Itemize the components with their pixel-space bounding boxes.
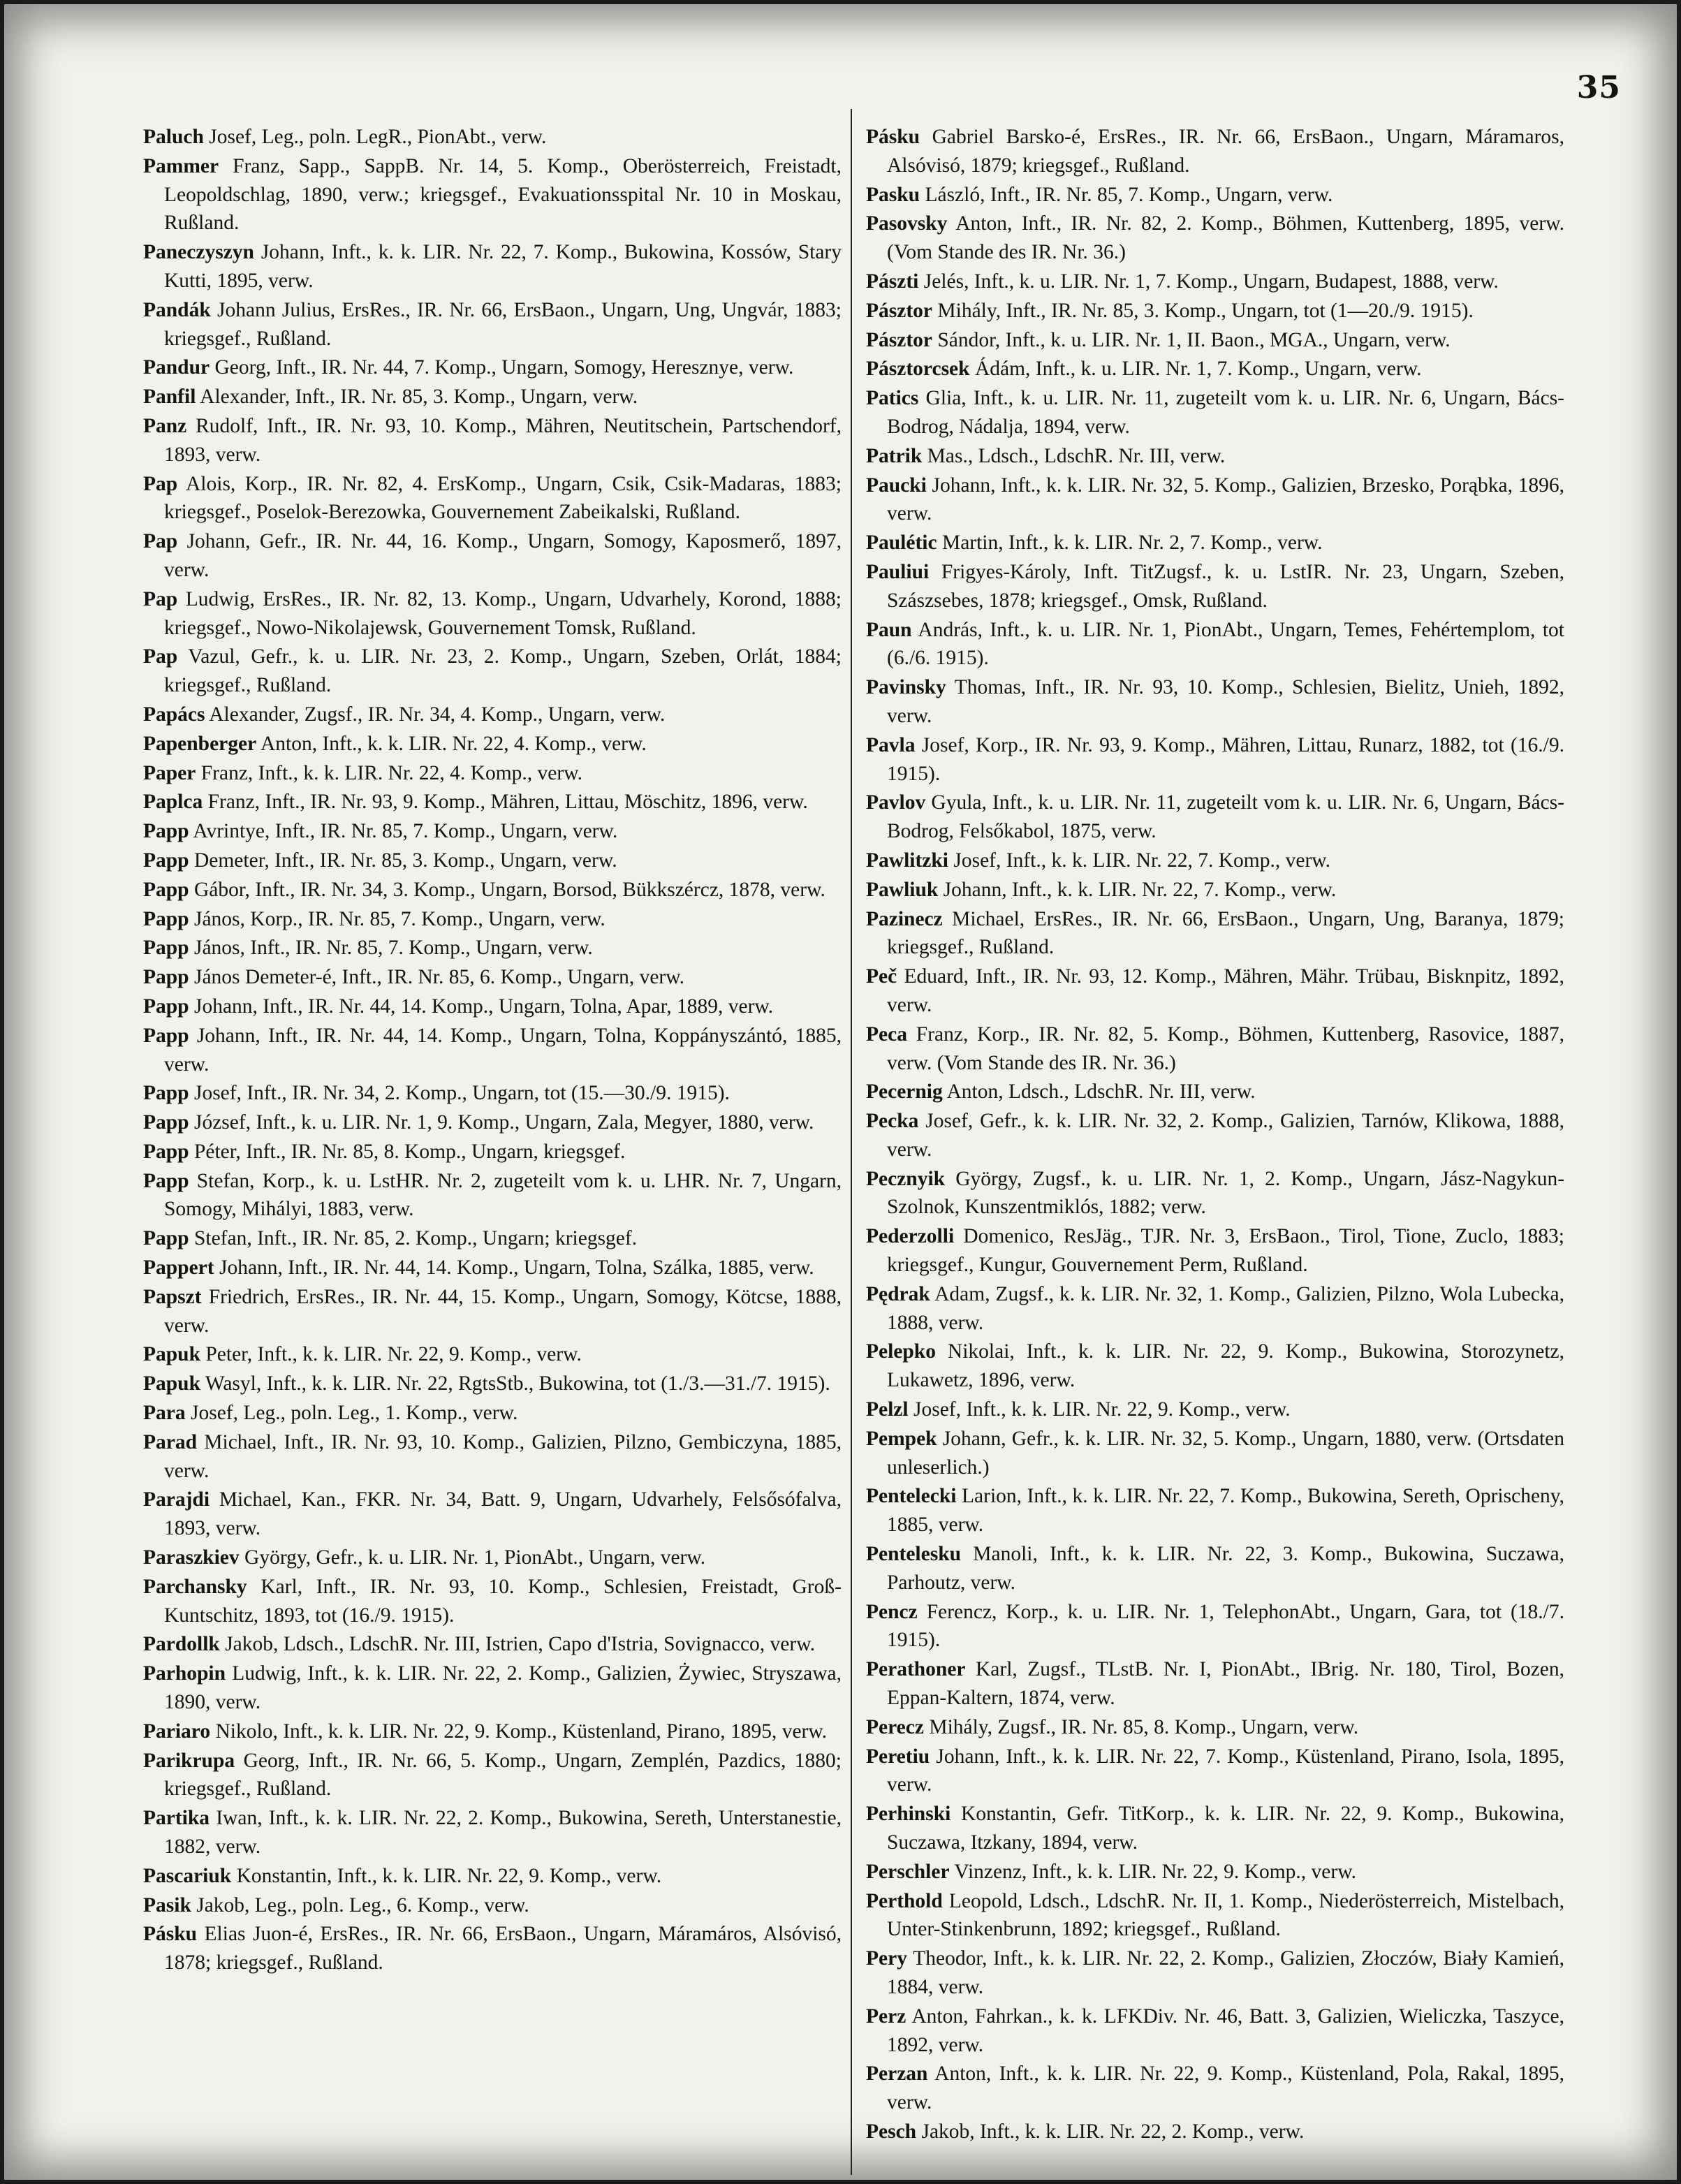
entry-details: Demeter, Inft., IR. Nr. 85, 3. Komp., Ungarn, verw. bbox=[193, 849, 617, 872]
entry-details: Nikolo, Inft., k. k. LIR. Nr. 22, 9. Komp., Küstenland, Pirano, 1895, verw. bbox=[215, 1720, 828, 1743]
entry-details: Konstantin, Gefr. TitKorp., k. k. LIR. Nr. 22, 9. Komp., Bukowina, Suczawa, Itzkany, 1894, verw. bbox=[887, 1803, 1564, 1854]
entry-details: Gyula, Inft., k. u. LIR. Nr. 11, zugeteilt vom k. u. LIR. Nr. 6, Ungarn, Bács-Bodrog, Felsőkabol, 1875, verw. bbox=[887, 791, 1564, 843]
entry-details: Ferencz, Korp., k. u. LIR. Nr. 1, TelephonAbt., Ungarn, Gara, tot (18./7. 1915). bbox=[887, 1600, 1565, 1652]
entry-details: Johann, Gefr., IR. Nr. 44, 16. Komp., Ungarn, Somogy, Kaposmerő, 1897, verw. bbox=[164, 530, 842, 581]
list-entry bbox=[866, 1165, 1564, 1222]
list-entry bbox=[143, 730, 842, 758]
entry-surname: Peč bbox=[866, 965, 897, 988]
entry-surname: Pásztorcsek bbox=[866, 358, 970, 381]
entry-details: Anton, Inft., k. k. LIR. Nr. 22, 4. Komp., verw. bbox=[260, 732, 647, 755]
entry-details: Josef, Leg., poln. Leg., 1. Komp., verw. bbox=[191, 1402, 518, 1425]
entry-surname: Parajdi bbox=[143, 1488, 210, 1511]
entry-surname: Pecznyik bbox=[866, 1167, 946, 1190]
entry-surname: Perzan bbox=[866, 2062, 928, 2086]
entry-details: Johann Julius, ErsRes., IR. Nr. 66, ErsBaon., Ungarn, Ung, Ungvár, 1883; kriegsgef., Rußland. bbox=[164, 298, 842, 350]
list-entry bbox=[866, 673, 1564, 731]
entry-surname: Pásztor bbox=[866, 299, 933, 322]
list-entry bbox=[143, 1399, 842, 1428]
entry-surname: Perthold bbox=[866, 1889, 943, 1912]
list-entry bbox=[143, 296, 842, 353]
list-entry bbox=[866, 471, 1564, 529]
entry-details: Rudolf, Inft., IR. Nr. 93, 10. Komp., Mähren, Neutitschein, Partschendorf, 1893, verw. bbox=[164, 414, 842, 466]
entry-surname: Pecernig bbox=[866, 1080, 943, 1104]
list-entry bbox=[143, 1428, 842, 1486]
list-entry bbox=[143, 1079, 842, 1108]
entry-surname: Papp bbox=[143, 937, 189, 960]
entry-details: Theodor, Inft., k. k. LIR. Nr. 22, 2. Komp., Galizien, Złoczów, Biały Kamień, 1884, verw. bbox=[887, 1947, 1564, 1998]
entry-surname: Parchansky bbox=[143, 1575, 247, 1598]
list-entry bbox=[866, 847, 1564, 875]
entry-surname: Peretiu bbox=[866, 1745, 930, 1768]
entry-surname: Perz bbox=[866, 2005, 906, 2028]
entry-details: Stefan, Inft., IR. Nr. 85, 2. Komp., Ungarn; kriegsgef. bbox=[193, 1227, 638, 1250]
entry-surname: Papp bbox=[143, 1140, 189, 1163]
entry-details: György, Gefr., k. u. LIR. Nr. 1, PionAbt., Ungarn, verw. bbox=[244, 1546, 706, 1569]
list-entry bbox=[866, 962, 1564, 1020]
list-entry bbox=[143, 527, 842, 585]
list-entry bbox=[143, 1340, 842, 1369]
entry-surname: Perschler bbox=[866, 1860, 950, 1883]
entry-details: Franz, Sapp., SappB. Nr. 14, 5. Komp., Oberösterreich, Freistadt, Leopoldschlag, 1890, verw.; kriegsgef., Evakuationsspital Nr. 10 in Moskau, Rußland. bbox=[164, 154, 842, 235]
entry-surname: Pandur bbox=[143, 356, 210, 379]
entry-details: Johann, Gefr., k. k. LIR. Nr. 32, 5. Komp., Ungarn, 1880, verw. (Ortsdaten unleserlich.) bbox=[887, 1427, 1564, 1479]
entry-surname: Papenberger bbox=[143, 732, 257, 755]
entry-surname: Papp bbox=[143, 820, 189, 843]
entry-surname: Pawlitzki bbox=[866, 849, 948, 872]
list-entry bbox=[866, 1280, 1564, 1337]
list-entry bbox=[866, 789, 1564, 846]
list-entry bbox=[866, 210, 1564, 267]
list-entry bbox=[143, 1804, 842, 1861]
entry-details: Karl, Inft., IR. Nr. 93, 10. Komp., Schlesien, Freistadt, Groß-Kuntschitz, 1893, tot (16./9. 1915). bbox=[164, 1575, 842, 1627]
entry-surname: Paucki bbox=[866, 474, 927, 497]
list-entry bbox=[866, 297, 1564, 325]
entry-surname: Papp bbox=[143, 995, 189, 1018]
entry-details: László, Inft., IR. Nr. 85, 7. Komp., Ungarn, verw. bbox=[925, 183, 1333, 206]
list-entry bbox=[143, 934, 842, 962]
list-entry bbox=[866, 1395, 1564, 1424]
entry-details: Jelés, Inft., k. u. LIR. Nr. 1, 7. Komp., Ungarn, Budapest, 1888, verw. bbox=[923, 270, 1499, 293]
entry-surname: Pascariuk bbox=[143, 1864, 232, 1887]
entry-details: Leopold, Ldsch., LdschR. Nr. II, 1. Komp., Niederösterreich, Mistelbach, Unter-Stinkenbrunn, 1892; kriegsgef., Rußland. bbox=[887, 1889, 1565, 1941]
entry-surname: Paraszkiev bbox=[143, 1546, 240, 1569]
entry-details: Josef, Leg., poln. LegR., PionAbt., verw. bbox=[209, 126, 547, 148]
left-column bbox=[143, 123, 842, 1978]
entry-details: Eduard, Inft., IR. Nr. 93, 12. Komp., Mähren, Mähr. Trübau, Bisknpitz, 1892, verw. bbox=[887, 965, 1565, 1016]
list-entry bbox=[866, 1078, 1564, 1106]
entry-details: Péter, Inft., IR. Nr. 85, 8. Komp., Ungarn, kriegsgef. bbox=[193, 1140, 626, 1163]
entry-details: Vazul, Gefr., k. u. LIR. Nr. 23, 2. Komp., Ungarn, Szeben, Orlát, 1884; kriegsgef., Rußland. bbox=[164, 645, 842, 697]
list-entry bbox=[866, 181, 1564, 210]
entry-surname: Pelepko bbox=[866, 1340, 936, 1363]
entry-details: Karl, Zugsf., TLstB. Nr. I, PionAbt., IBrig. Nr. 180, Tirol, Bozen, Eppan-Kaltern, 1874, verw. bbox=[887, 1658, 1565, 1710]
list-entry bbox=[143, 992, 842, 1021]
list-entry bbox=[866, 1858, 1564, 1886]
entry-surname: Pempek bbox=[866, 1427, 937, 1450]
entry-surname: Pandák bbox=[143, 298, 211, 321]
list-entry bbox=[143, 1659, 842, 1717]
entry-details: Jakob, Leg., poln. Leg., 6. Komp., verw. bbox=[196, 1893, 529, 1917]
entry-details: Ludwig, ErsRes., IR. Nr. 82, 13. Komp., Ungarn, Udvarhely, Korond, 1888; kriegsgef., Nowo-Nikolajewsk, Gouvernement Tomsk, Rußland. bbox=[164, 587, 842, 639]
entry-surname: Pesch bbox=[866, 2120, 917, 2143]
entry-surname: Partika bbox=[143, 1807, 210, 1830]
entry-surname: Pásztor bbox=[866, 328, 933, 351]
list-entry bbox=[866, 905, 1564, 962]
entry-surname: Pencz bbox=[866, 1600, 918, 1623]
entry-surname: Pászti bbox=[866, 270, 919, 293]
list-entry bbox=[143, 788, 842, 816]
entry-surname: Papp bbox=[143, 1111, 189, 1134]
list-entry bbox=[143, 383, 842, 411]
list-entry bbox=[866, 1887, 1564, 1944]
list-entry bbox=[143, 701, 842, 729]
entry-details: Josef, Inft., k. k. LIR. Nr. 22, 7. Komp., verw. bbox=[953, 849, 1331, 872]
entry-surname: Pentelesku bbox=[866, 1543, 962, 1566]
entry-details: Josef, Inft., k. k. LIR. Nr. 22, 9. Komp., verw. bbox=[913, 1398, 1291, 1421]
entry-surname: Pappert bbox=[143, 1256, 214, 1280]
list-entry bbox=[866, 1540, 1564, 1597]
list-entry bbox=[866, 876, 1564, 904]
entry-surname: Patics bbox=[866, 387, 919, 410]
entry-surname: Pardollk bbox=[143, 1633, 220, 1656]
entry-details: Johann, Inft., IR. Nr. 44, 14. Komp., Ungarn, Tolna, Apar, 1889, verw. bbox=[193, 995, 774, 1018]
list-entry bbox=[143, 1022, 842, 1079]
entry-details: Nikolai, Inft., k. k. LIR. Nr. 22, 9. Komp., Bukowina, Storozynetz, Lukawetz, 1896, verw. bbox=[887, 1340, 1565, 1392]
entry-details: Michael, Kan., FKR. Nr. 34, Batt. 9, Ungarn, Udvarhely, Felsősófalva, 1893, verw. bbox=[164, 1488, 842, 1540]
entry-surname: Pasku bbox=[866, 183, 920, 206]
list-entry bbox=[866, 2118, 1564, 2146]
page-number: 35 bbox=[1576, 70, 1621, 105]
entry-details: Larion, Inft., k. k. LIR. Nr. 22, 7. Komp., Bukowina, Sereth, Oprischeny, 1885, verw. bbox=[887, 1485, 1564, 1537]
entry-surname: Papp bbox=[143, 1169, 189, 1192]
entry-details: Vinzenz, Inft., k. k. LIR. Nr. 22, 9. Komp., verw. bbox=[954, 1860, 1356, 1883]
entry-details: Adam, Zugsf., k. k. LIR. Nr. 32, 1. Komp., Galizien, Pilzno, Wola Lubecka, 1888, verw. bbox=[887, 1282, 1565, 1334]
entry-details: Peter, Inft., k. k. LIR. Nr. 22, 9. Komp., verw. bbox=[205, 1343, 582, 1366]
entry-surname: Papp bbox=[143, 907, 189, 930]
entry-details: Avrintye, Inft., IR. Nr. 85, 7. Komp., Ungarn, verw. bbox=[193, 820, 618, 843]
entry-surname: Pásku bbox=[143, 1923, 198, 1946]
list-entry bbox=[143, 1108, 842, 1137]
entry-surname: Papuk bbox=[143, 1372, 200, 1395]
list-entry bbox=[143, 152, 842, 237]
entry-surname: Paun bbox=[866, 618, 912, 641]
list-entry bbox=[866, 123, 1564, 180]
entry-surname: Pásku bbox=[866, 126, 920, 148]
list-entry bbox=[143, 1283, 842, 1340]
entry-details: Michael, Inft., IR. Nr. 93, 10. Komp., Galizien, Pilzno, Gembiczyna, 1885, verw. bbox=[164, 1430, 842, 1482]
list-entry bbox=[866, 1655, 1564, 1713]
list-entry bbox=[866, 1944, 1564, 2002]
entry-details: Mas., Ldsch., LdschR. Nr. III, verw. bbox=[927, 444, 1226, 467]
entry-details: Johann, Inft., IR. Nr. 44, 14. Komp., Ungarn, Tolna, Szálka, 1885, verw. bbox=[219, 1256, 814, 1280]
entry-details: János, Korp., IR. Nr. 85, 7. Komp., Ungarn, verw. bbox=[193, 907, 605, 930]
list-entry bbox=[866, 616, 1564, 673]
entry-details: Michael, ErsRes., IR. Nr. 66, ErsBaon., Ungarn, Ung, Baranya, 1879; kriegsgef., Rußland. bbox=[887, 907, 1564, 959]
entry-surname: Paplca bbox=[143, 791, 203, 814]
entry-details: Johann, Inft., k. k. LIR. Nr. 22, 7. Komp., verw. bbox=[943, 878, 1337, 901]
entry-details: Georg, Inft., IR. Nr. 44, 7. Komp., Ungarn, Somogy, Heresznye, verw. bbox=[214, 356, 794, 379]
list-entry bbox=[143, 905, 842, 934]
entry-surname: Papp bbox=[143, 1082, 189, 1105]
entry-surname: Perathoner bbox=[866, 1658, 966, 1681]
entry-surname: Patrik bbox=[866, 444, 923, 467]
entry-surname: Parhopin bbox=[143, 1662, 226, 1685]
entry-surname: Papuk bbox=[143, 1343, 200, 1366]
entry-surname: Papp bbox=[143, 966, 189, 989]
entry-surname: Papszt bbox=[143, 1285, 202, 1308]
entry-details: Stefan, Korp., k. u. LstHR. Nr. 2, zugeteilt vom k. u. LHR. Nr. 7, Ungarn, Somogy, Mihályi, 1883, verw. bbox=[164, 1169, 842, 1221]
entry-details: Jakob, Inft., k. k. LIR. Nr. 22, 2. Komp., verw. bbox=[921, 2120, 1305, 2143]
entry-details: András, Inft., k. u. LIR. Nr. 1, PionAbt., Ungarn, Temes, Fehértemplom, tot (6./6. 1915). bbox=[887, 618, 1564, 670]
entry-details: Johann, Inft., k. k. LIR. Nr. 32, 5. Komp., Galizien, Brzesko, Porąbka, 1896, verw. bbox=[887, 474, 1565, 525]
list-entry bbox=[143, 1486, 842, 1543]
list-entry bbox=[866, 1020, 1564, 1078]
entry-details: Gábor, Inft., IR. Nr. 34, 3. Komp., Ungarn, Borsod, Bükkszércz, 1878, verw. bbox=[193, 878, 825, 901]
entry-details: Frigyes-Károly, Inft. TitZugsf., k. u. LstIR. Nr. 23, Ungarn, Szeben, Szászsebes, 1878; kriegsgef., Omsk, Rußland. bbox=[887, 560, 1564, 612]
entry-surname: Papp bbox=[143, 878, 189, 901]
entry-surname: Papp bbox=[143, 849, 189, 872]
list-entry bbox=[143, 1920, 842, 1977]
entry-details: Johann, Inft., k. k. LIR. Nr. 22, 7. Komp., Bukowina, Kossów, Stary Kutti, 1895, verw. bbox=[164, 241, 842, 292]
list-entry bbox=[143, 412, 842, 469]
list-entry bbox=[866, 558, 1564, 615]
entry-surname: Pentelecki bbox=[866, 1485, 957, 1508]
entry-details: Friedrich, ErsRes., IR. Nr. 44, 15. Komp., Ungarn, Somogy, Kötcse, 1888, verw. bbox=[164, 1285, 842, 1337]
entry-surname: Pauliui bbox=[866, 560, 930, 583]
list-entry bbox=[143, 1747, 842, 1804]
entry-details: Anton, Fahrkan., k. k. LFKDiv. Nr. 46, Batt. 3, Galizien, Wieliczka, Taszyce, 1892, verw. bbox=[887, 2005, 1564, 2056]
list-entry bbox=[866, 1337, 1564, 1395]
entry-details: Konstantin, Inft., k. k. LIR. Nr. 22, 9. Komp., verw. bbox=[236, 1864, 662, 1887]
entry-surname: Papp bbox=[143, 1227, 189, 1250]
list-entry bbox=[143, 876, 842, 904]
list-entry bbox=[143, 1138, 842, 1166]
entry-details: Mihály, Inft., IR. Nr. 85, 3. Komp., Ungarn, tot (1—20./9. 1915). bbox=[937, 299, 1474, 322]
entry-surname: Panz bbox=[143, 414, 187, 437]
list-entry bbox=[143, 1544, 842, 1572]
entry-details: Elias Juon-é, ErsRes., IR. Nr. 66, ErsBaon., Ungarn, Máramáros, Alsóvisó, 1878; kriegsgef., Rußland. bbox=[164, 1923, 842, 1974]
entry-details: Ádám, Inft., k. u. LIR. Nr. 1, 7. Komp., Ungarn, verw. bbox=[974, 358, 1422, 381]
entry-surname: Pazinecz bbox=[866, 907, 943, 930]
list-entry bbox=[143, 123, 842, 152]
entry-surname: Pecka bbox=[866, 1110, 919, 1133]
entry-details: Alexander, Zugsf., IR. Nr. 34, 4. Komp., Ungarn, verw. bbox=[209, 703, 666, 726]
entry-surname: Parikrupa bbox=[143, 1749, 235, 1772]
list-entry bbox=[866, 1425, 1564, 1482]
entry-surname: Pariaro bbox=[143, 1720, 211, 1743]
entry-surname: Pasik bbox=[143, 1893, 191, 1917]
list-entry bbox=[866, 2060, 1564, 2117]
list-entry bbox=[866, 731, 1564, 789]
entry-surname: Paneczyszyn bbox=[143, 241, 254, 264]
entry-surname: Pap bbox=[143, 472, 178, 495]
list-entry bbox=[866, 529, 1564, 557]
entry-details: Josef, Gefr., k. k. LIR. Nr. 32, 2. Komp., Galizien, Tarnów, Klikowa, 1888, verw. bbox=[887, 1110, 1564, 1161]
entry-surname: Pap bbox=[143, 530, 178, 553]
list-entry bbox=[143, 1891, 842, 1920]
entry-details: Thomas, Inft., IR. Nr. 93, 10. Komp., Schlesien, Bielitz, Unieh, 1892, verw. bbox=[887, 676, 1565, 727]
entry-details: Anton, Inft., k. k. LIR. Nr. 22, 9. Komp., Küstenland, Pola, Rakal, 1895, verw. bbox=[887, 2062, 1564, 2114]
list-entry bbox=[866, 1800, 1564, 1857]
list-entry bbox=[866, 384, 1564, 441]
entry-surname: Para bbox=[143, 1402, 186, 1425]
list-entry bbox=[143, 585, 842, 643]
entry-details: Ludwig, Inft., k. k. LIR. Nr. 22, 2. Komp., Galizien, Żywiec, Stryszawa, 1890, verw. bbox=[164, 1662, 842, 1714]
entry-details: György, Zugsf., k. u. LIR. Nr. 1, 2. Komp., Ungarn, Jász-Nagykun-Szolnok, Kunszentmiklós, 1882; verw. bbox=[887, 1167, 1565, 1219]
entry-surname: Paluch bbox=[143, 126, 204, 148]
list-entry bbox=[866, 1107, 1564, 1164]
entry-surname: Panfil bbox=[143, 386, 196, 409]
list-entry bbox=[143, 817, 842, 846]
list-entry bbox=[866, 1222, 1564, 1280]
entry-details: János Demeter-é, Inft., IR. Nr. 85, 6. Komp., Ungarn, verw. bbox=[193, 966, 685, 989]
entry-details: Franz, Inft., k. k. LIR. Nr. 22, 4. Komp., verw. bbox=[200, 761, 582, 784]
entry-details: Franz, Inft., IR. Nr. 93, 9. Komp., Mähren, Littau, Möschitz, 1896, verw. bbox=[207, 791, 808, 814]
entry-surname: Pery bbox=[866, 1947, 907, 1970]
entry-details: Alois, Korp., IR. Nr. 82, 4. ErsKomp., Ungarn, Csik, Csik-Madaras, 1883; kriegsgef., Poselok-Berezowka, Gouvernement Zabeikalski, Rußland. bbox=[164, 472, 842, 524]
list-entry bbox=[143, 1254, 842, 1282]
entry-details: Wasyl, Inft., k. k. LIR. Nr. 22, RgtsStb., Bukowina, tot (1./3.—31./7. 1915). bbox=[205, 1372, 830, 1395]
entry-details: József, Inft., k. u. LIR. Nr. 1, 9. Komp., Ungarn, Zala, Megyer, 1880, verw. bbox=[193, 1111, 814, 1134]
list-entry bbox=[143, 1862, 842, 1891]
list-entry bbox=[143, 1630, 842, 1659]
list-entry bbox=[866, 267, 1564, 296]
entry-details: Josef, Inft., IR. Nr. 34, 2. Komp., Ungarn, tot (15.—30./9. 1915). bbox=[193, 1082, 730, 1105]
right-column bbox=[866, 123, 1564, 2147]
entry-details: Alexander, Inft., IR. Nr. 85, 3. Komp., Ungarn, verw. bbox=[200, 386, 638, 409]
list-entry bbox=[866, 355, 1564, 383]
list-entry bbox=[143, 759, 842, 788]
list-entry bbox=[143, 1573, 842, 1630]
entry-details: Glia, Inft., k. u. LIR. Nr. 11, zugeteilt vom k. u. LIR. Nr. 6, Ungarn, Bács-Bodrog, Nádalja, 1894, verw. bbox=[887, 387, 1564, 438]
list-entry bbox=[143, 847, 842, 875]
list-entry bbox=[143, 470, 842, 527]
list-entry bbox=[866, 1713, 1564, 1742]
entry-details: Domenico, ResJäg., TJR. Nr. 3, ErsBaon., Tirol, Tione, Zuclo, 1883; kriegsgef., Kungur, Gouvernement Perm, Rußland. bbox=[887, 1225, 1565, 1277]
entry-details: János, Inft., IR. Nr. 85, 7. Komp., Ungarn, verw. bbox=[193, 937, 593, 960]
list-entry bbox=[143, 1717, 842, 1746]
entry-surname: Papp bbox=[143, 1024, 189, 1047]
entry-surname: Paper bbox=[143, 761, 196, 784]
entry-details: Manoli, Inft., k. k. LIR. Nr. 22, 3. Komp., Bukowina, Suczawa, Parhoutz, verw. bbox=[887, 1543, 1565, 1594]
entry-details: Iwan, Inft., k. k. LIR. Nr. 22, 2. Komp., Bukowina, Sereth, Unterstanestie, 1882, verw. bbox=[164, 1807, 842, 1859]
entry-surname: Pędrak bbox=[866, 1282, 930, 1305]
entry-surname: Perhinski bbox=[866, 1803, 951, 1826]
entry-surname: Pap bbox=[143, 587, 178, 610]
entry-details: Gabriel Barsko-é, ErsRes., IR. Nr. 66, ErsBaon., Ungarn, Máramaros, Alsóvisó, 1879; kriegsgef., Rußland. bbox=[887, 126, 1565, 177]
entry-surname: Paulétic bbox=[866, 532, 937, 555]
entry-details: Sándor, Inft., k. u. LIR. Nr. 1, II. Baon., MGA., Ungarn, verw. bbox=[937, 328, 1451, 351]
entry-details: Georg, Inft., IR. Nr. 66, 5. Komp., Ungarn, Zemplén, Pazdics, 1880; kriegsgef., Rußland. bbox=[164, 1749, 842, 1801]
entry-details: Josef, Korp., IR. Nr. 93, 9. Komp., Mähren, Littau, Runarz, 1882, tot (16./9. 1915). bbox=[887, 733, 1564, 785]
entry-details: Martin, Inft., k. k. LIR. Nr. 2, 7. Komp., verw. bbox=[941, 532, 1323, 555]
entry-surname: Pederzolli bbox=[866, 1225, 955, 1248]
list-entry bbox=[143, 963, 842, 992]
list-entry bbox=[866, 1743, 1564, 1800]
list-entry bbox=[143, 1167, 842, 1224]
entry-details: Johann, Inft., IR. Nr. 44, 14. Komp., Ungarn, Tolna, Koppányszántó, 1885, verw. bbox=[164, 1024, 842, 1076]
list-entry bbox=[866, 1598, 1564, 1655]
entry-surname: Peca bbox=[866, 1023, 907, 1046]
entry-details: Johann, Inft., k. k. LIR. Nr. 22, 7. Komp., Küstenland, Pirano, Isola, 1895, verw. bbox=[887, 1745, 1564, 1796]
entry-details: Anton, Ldsch., LdschR. Nr. III, verw. bbox=[946, 1080, 1256, 1104]
column-divider bbox=[851, 109, 852, 2175]
entry-details: Mihály, Zugsf., IR. Nr. 85, 8. Komp., Ungarn, verw. bbox=[929, 1715, 1359, 1738]
list-entry bbox=[143, 1370, 842, 1398]
entry-surname: Pavlov bbox=[866, 791, 926, 814]
list-entry bbox=[866, 2002, 1564, 2060]
entry-surname: Pap bbox=[143, 645, 178, 668]
entry-details: Franz, Korp., IR. Nr. 82, 5. Komp., Böhmen, Kuttenberg, Rasovice, 1887, verw. (Vom Stande des IR. Nr. 36.) bbox=[887, 1023, 1564, 1074]
entry-surname: Parad bbox=[143, 1430, 198, 1453]
entry-surname: Pavinsky bbox=[866, 676, 946, 699]
list-entry bbox=[143, 353, 842, 382]
list-entry bbox=[866, 326, 1564, 355]
entry-surname: Papács bbox=[143, 703, 205, 726]
list-entry bbox=[143, 1224, 842, 1253]
list-entry bbox=[143, 238, 842, 295]
entry-surname: Pawliuk bbox=[866, 878, 939, 901]
entry-details: Anton, Inft., IR. Nr. 82, 2. Komp., Böhmen, Kuttenberg, 1895, verw. (Vom Stande des IR. Nr. 36.) bbox=[887, 212, 1564, 264]
entry-surname: Pelzl bbox=[866, 1398, 909, 1421]
entry-details: Jakob, Ldsch., LdschR. Nr. III, Istrien, Capo d'Istria, Sovignacco, verw. bbox=[225, 1633, 815, 1656]
list-entry bbox=[143, 643, 842, 700]
entry-surname: Pasovsky bbox=[866, 212, 948, 235]
entry-surname: Perecz bbox=[866, 1715, 924, 1738]
list-entry bbox=[866, 1482, 1564, 1539]
entry-surname: Pavla bbox=[866, 733, 916, 756]
entry-surname: Pammer bbox=[143, 154, 219, 177]
list-entry bbox=[866, 442, 1564, 471]
